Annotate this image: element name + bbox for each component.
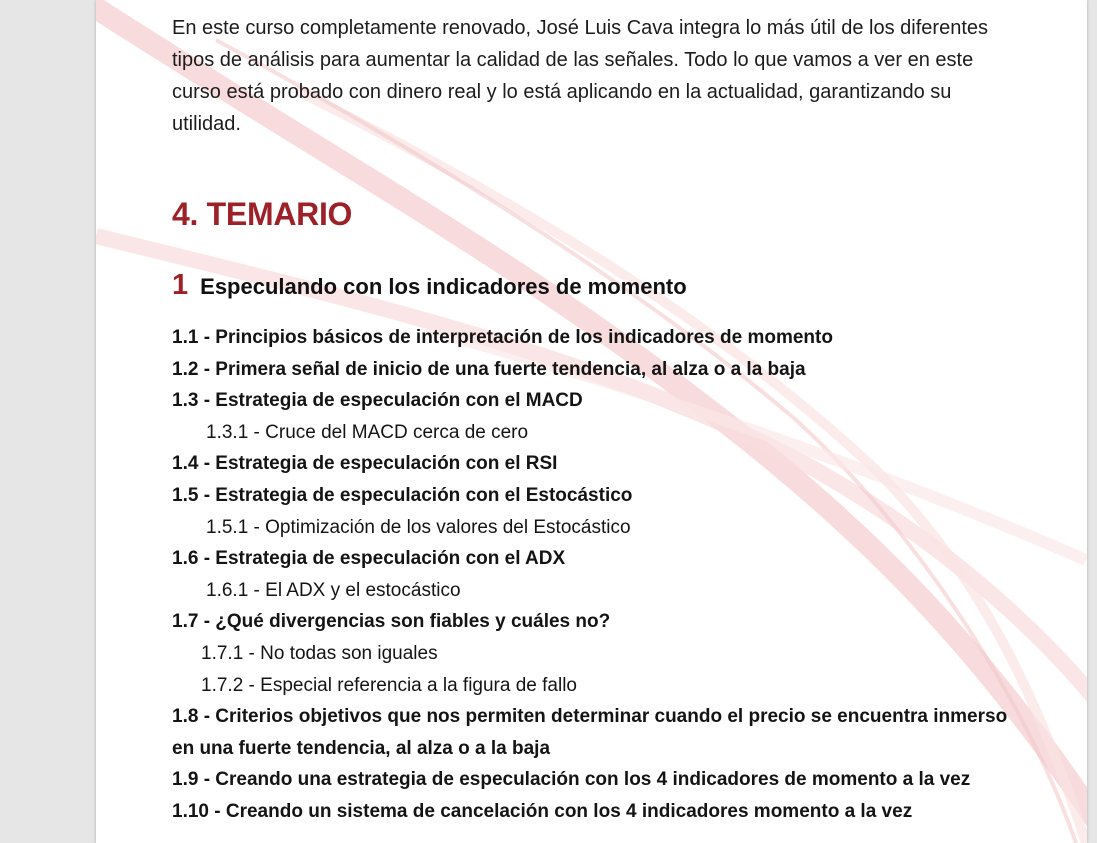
toc-item: 1.1 - Principios básicos de interpretación de los indicadores de momento	[172, 327, 833, 348]
toc-subitem: 1.3.1 - Cruce del MACD cerca de cero	[206, 421, 529, 443]
section-heading: 4. TEMARIO	[172, 196, 353, 232]
toc-item: 1.7 - ¿Qué divergencias son fiables y cuáles no?	[172, 611, 611, 633]
module-heading	[172, 269, 687, 302]
document-page	[96, 0, 1087, 843]
module-title: Especulando con los indicadores de momento	[200, 274, 687, 299]
toc-item: 1.10 - Creando un sistema de cancelación con los 4 indicadores momento a la vez	[172, 800, 913, 822]
toc-item: 1.8 - Criterios objetivos que nos permiten determinar cuando el precio se encuentra inmerso en una fuerte tendencia, al alza o a la baja	[172, 706, 1008, 759]
toc-subitem: 1.7.1 - No todas son iguales	[201, 642, 438, 664]
toc-item: 1.5 - Estrategia de especulación con el Estocástico	[172, 484, 633, 506]
page-content	[172, 12, 1022, 822]
toc-item: 1.6 - Estrategia de especulación con el ADX	[172, 548, 566, 570]
toc-subitem: 1.5.1 - Optimización de los valores del Estocástico	[206, 516, 631, 538]
toc-item: 1.3 - Estrategia de especulación con el MACD	[172, 390, 583, 412]
toc-subitem: 1.7.2 - Especial referencia a la figura de fallo	[201, 674, 577, 696]
toc-item: 1.4 - Estrategia de especulación con el RSI	[172, 453, 558, 475]
toc-item: 1.9 - Creando una estrategia de especulación con los 4 indicadores de momento a la vez	[172, 769, 971, 791]
toc-item: 1.2 - Primera señal de inicio de una fuerte tendencia, al alza o a la baja	[172, 358, 806, 380]
toc-list	[172, 322, 1032, 828]
intro-paragraph: En este curso completamente renovado, José Luis Cava integra lo más útil de los diferentes tipos de análisis para aumentar la calidad de las señales. Todo lo que vamos a ver en este curso está probado con dinero real y lo está aplicando en la actualidad, garantizando su utilidad.	[172, 17, 988, 135]
toc-subitem: 1.6.1 - El ADX y el estocástico	[206, 579, 461, 601]
module-number: 1	[172, 269, 189, 301]
